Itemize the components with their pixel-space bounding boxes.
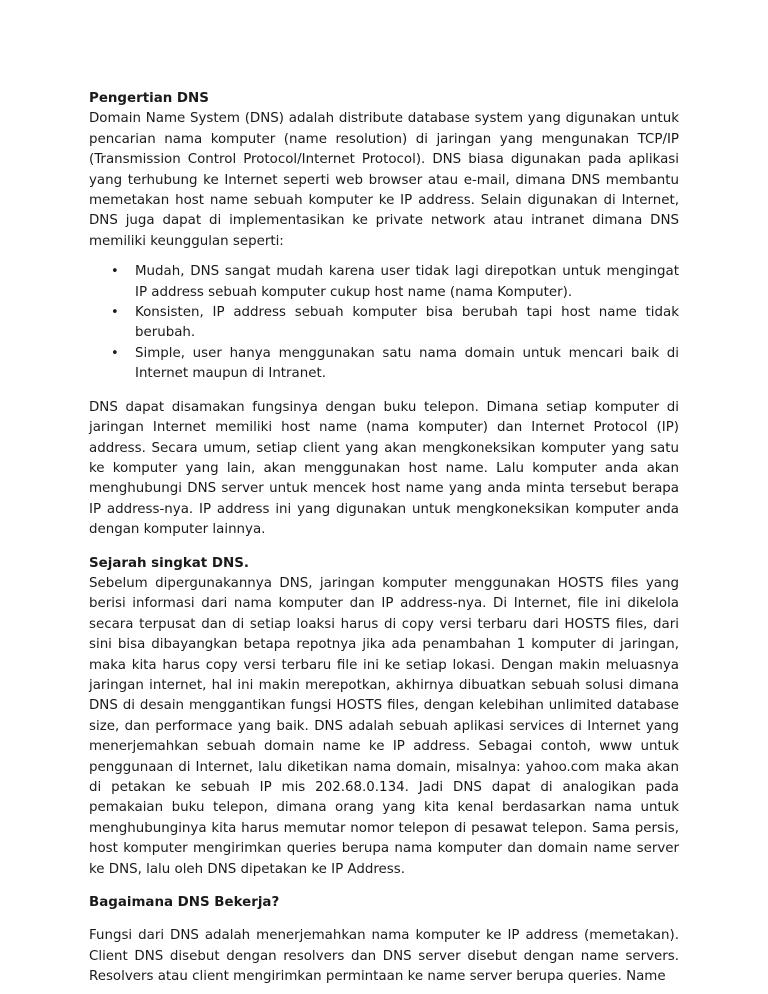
how-it-works-paragraph: Fungsi dari DNS adalah menerjemahkan nama komputer ke IP address (memetakan). Client DNS disebut dengan resolvers dan DNS server disebut dengan name servers. Resolvers atau client mengirimkan permintaan ke name server berupa queries. Name xyxy=(89,928,679,985)
list-item: • Konsisten, IP address sebuah komputer bisa berubah tapi host name tidak berubah. xyxy=(111,305,679,341)
section-heading-cara-kerja: Bagaimana DNS Bekerja? xyxy=(89,895,280,911)
bullet-icon: • xyxy=(111,345,119,361)
list-item: • Simple, user hanya menggunakan satu nama domain untuk mencari baik di Internet maupun di Intranet. xyxy=(111,345,679,382)
section-heading-pengertian-dns: Pengertian DNS xyxy=(89,91,209,106)
intro-paragraph: Domain Name System (DNS) adalah distribute database system yang digunakan untuk pencarian nama komputer (name resolution) di jaringan yang mengunakan TCP/IP (Transmission Control Protocol/Internet Protocol). DNS biasa digunakan pada aplikasi yang terhubung ke Internet seperti web browser atau e-mail, dimana DNS membantu memetakan host name sebuah komputer ke IP address. Selain digunakan di Internet, DNS juga dapat di implementasikan ke private network atau intranet dimana DNS memiliki keunggulan seperti: xyxy=(89,111,679,249)
list-item: • Mudah, DNS sangat mudah karena user tidak lagi direpotkan untuk mengingat IP address sebuah komputer cukup host name (nama Komputer). xyxy=(111,264,679,300)
phonebook-analogy-paragraph: DNS dapat disamakan fungsinya dengan buku telepon. Dimana setiap komputer di jaringan Internet memiliki host name (nama komputer) dan Internet Protocol (IP) address. Secara umum, setiap client yang akan mengkoneksikan komputer yang satu ke komputer yang lain, akan menggunakan host name. Lalu komputer anda akan menghubungi DNS server untuk mencek host name yang anda minta tersebut berapa IP address-nya. IP address ini yang digunakan untuk mengkoneksikan komputer anda dengan komputer lainnya. xyxy=(89,399,679,538)
bullet-icon: • xyxy=(111,264,119,280)
advantages-list xyxy=(89,262,679,384)
bullet-icon: • xyxy=(111,305,119,321)
section-heading-sejarah: Sejarah singkat DNS. xyxy=(89,555,249,571)
history-paragraph: Sebelum dipergunakannya DNS, jaringan komputer menggunakan HOSTS files yang berisi informasi dari nama komputer dan IP address-nya. Di Internet, file ini dikelola secara terpusat dan di setiap loaksi harus di copy versi terbaru dari HOSTS files, dari sini bisa dibayangkan betapa repotnya jika ada penambahan 1 komputer di jaringan, maka kita harus copy versi terbaru file ini ke setiap lokasi. Dengan makin meluasnya jaringan internet, hal ini makin merepotkan, akhirnya dibuatkan sebuah solusi dimana DNS di desain menggantikan fungsi HOSTS files, dengan kelebihan unlimited database size, dan performace yang baik. DNS adalah sebuah aplikasi services di Internet yang menerjemahkan sebuah domain name ke IP address. Sebagai contoh, www untuk penggunaan di Internet, lalu diketikan nama domain, misalnya: yahoo.com maka akan di petakan ke sebuah IP mis 202.68.0.134. Jadi DNS dapat di analogikan pada pemakaian buku telepon, dimana orang yang kita kenal berdasarkan nama untuk menghubunginya kita harus memutar nomor telepon di pesawat telepon. Sama persis, host komputer mengirimkan queries berupa nama komputer dan domain name server ke DNS, lalu oleh DNS dipetakan ke IP Address. xyxy=(89,575,679,877)
